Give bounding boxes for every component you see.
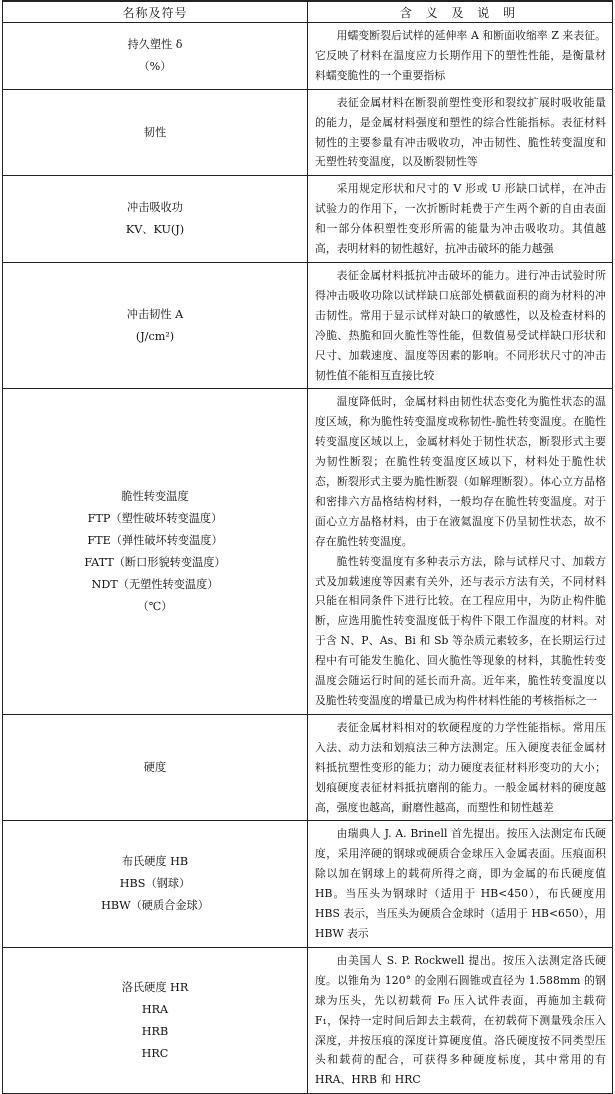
table-row (3, 176, 613, 263)
row-desc-paragraph: 由美国人 S. P. Rockwell 提出。按压入法测定洛氏硬度。以锥角为 120° 的金刚石圆锥或直径为 1.588mm 的钢球为压头，先以初载荷 F₀ 压入试件表面，再施加主载荷 F₁，保持一定时间后卸去主载荷，在初载荷下测量残余压入深度，并按压痕的深度计算硬度值。洛氏硬度按不同类型压头和载荷的配合，可获得多种硬度标度，其中常用的有 HRA、HRB 和 HRC (315, 953, 606, 1087)
table-row (3, 262, 613, 388)
header-name-col: 名称及符号 (3, 1, 308, 23)
row-desc-paragraph: 由瑞典人 J. A. Brinell 首先提出。按压入法测定布氏硬度，采用淬硬的钢球或硬质合金球压入金属表面。压痕面积除以加在钢球上的载荷所得之商，即为金属的布氏硬度值 HB。当压头为钢球时（适用于 HB<450），布氏硬度用 HBS 表示，当压头为硬质合金球时（适用于 HB<650），用 HBW 表示 (315, 827, 606, 940)
row-name-cell (3, 389, 308, 715)
row-desc-paragraph: 表征金属材料在断裂前塑性变形和裂纹扩展时吸收能量的能力，是金属材料强度和塑性的综合性能指标。表征材料韧性的主要参量有冲击吸收功，冲击韧性、脆性转变温度和无塑性转变温度，以及断裂韧性等 (315, 95, 606, 169)
table-row (3, 947, 613, 1093)
row-name-line: 硬度 (143, 760, 167, 774)
table-row (3, 389, 613, 715)
row-name-line: 洛氏硬度 HR (121, 980, 189, 994)
row-desc-cell (308, 23, 613, 90)
row-name-line: 持久塑性 δ (127, 37, 183, 51)
row-desc-cell (308, 821, 613, 947)
table-header (3, 1, 613, 23)
table-row (3, 821, 613, 947)
table-row (3, 714, 613, 821)
row-name-cell (3, 176, 308, 263)
property-table (2, 0, 613, 1094)
row-desc-paragraph: 脆性转变温度有多种表示方法，除与试样尺寸、加载方式及加载速度等因素有关外，还与表示方法有关，不同材料只能在相同条件下进行比较。在工程应用中，为防止构件脆断，应选用脆性转变温度低于构件下限工作温度的材料。对于含 N、P、As、Bi 和 Sb 等杂质元素较多，在长期运行过程中有可能发生脆化、回火脆性等现象的材料，其脆性转变温度会随运行时间的延长而升高。近年来，脆性转变温度以及脆性转变温度的增量已成为构件材料性能的考核指标之一 (315, 554, 606, 707)
row-desc-cell (308, 176, 613, 263)
table-row (3, 89, 613, 176)
row-name-cell (3, 23, 308, 90)
row-desc-cell (308, 262, 613, 388)
row-name-line: FATT（断口形貌转变温度） (84, 555, 226, 569)
row-name-cell (3, 262, 308, 388)
row-name-line: HRC (141, 1046, 169, 1060)
row-name-cell (3, 89, 308, 176)
row-name-line: 冲击韧性 A (126, 307, 184, 321)
row-name-line: FTP（塑性破坏转变温度） (87, 511, 223, 525)
row-name-line: HRB (141, 1024, 169, 1038)
table-row (3, 23, 613, 90)
row-name-line: HBW（硬质合金球） (101, 899, 209, 913)
row-name-line: 脆性转变温度 (121, 489, 189, 503)
row-desc-paragraph: 温度降低时，金属材料由韧性状态变化为脆性状态的温度区域，称为脆性转变温度或称韧性-脆性转变温度。在脆性转变温度区域以上，金属材料处于韧性状态，断裂形式主要为韧性断裂；在脆性转变温度区域以下，材料处于脆性状态，断裂形式主要为脆性断裂（如解理断裂）。体心立方晶格和密排六方晶格结构材料，一般均存在脆性转变温度。对于面心立方晶格材料，由于在液氦温度下仍呈韧性状态，故不存在脆性转变温度。 (315, 395, 606, 548)
row-name-cell (3, 821, 308, 947)
row-name-line: FTE（弹性破坏转变温度） (87, 533, 223, 547)
row-name-line: 韧性 (143, 125, 167, 139)
row-name-line: 冲击吸收功 (127, 201, 183, 215)
row-desc-cell (308, 89, 613, 176)
row-desc-cell (308, 947, 613, 1093)
row-desc-paragraph: 表征金属材料相对的软硬程度的力学性能指标。常用压入法、动力法和划痕法三种方法测定。压入硬度表征金属材料抵抗塑性变形的能力；动力硬度表征材料形变功的大小；划痕硬度表征材料抵抗磨削的能力。一般金属材料的硬度越高，强度也越高，耐磨性越高，而塑性和韧性越差 (315, 720, 606, 814)
row-desc-cell (308, 389, 613, 715)
row-name-line: (J/cm²) (135, 329, 175, 343)
row-name-cell (3, 947, 308, 1093)
row-name-line: NDT（无塑性转变温度） (91, 577, 219, 591)
row-name-line: （%） (138, 59, 172, 73)
row-name-line: HRA (141, 1002, 169, 1016)
header-desc-col: 含 义 及 说 明 (308, 1, 613, 23)
row-desc-paragraph: 采用规定形状和尺寸的 V 形或 U 形缺口试样，在冲击试验力的作用下，一次折断时耗费于产生两个新的自由表面和一部分体积塑性变形所需的能量为冲击吸收功。其值越高，表明材料的韧性越好，抗冲击破坏的能力越强 (315, 182, 606, 256)
row-desc-paragraph: 用蠕变断裂后试样的延伸率 A 和断面收缩率 Z 来表征。它反映了材料在温度应力长期作用下的塑性性能，是衡量材料蠕变脆性的一个重要指标 (315, 29, 606, 82)
row-name-line: （℃） (137, 599, 173, 613)
row-name-line: 布氏硬度 HB (121, 855, 189, 869)
row-desc-paragraph: 表征金属材料抵抗冲击破坏的能力。进行冲击试验时所得冲击吸收功除以试样缺口底部处横截面积的商为材料的冲击韧性。常用于显示试样对缺口的敏感性，以及检查材料的冷脆、热脆和回火脆性等性能，但数值易受试样缺口形状和尺寸、加载速度、温度等因素的影响。不同形状尺寸的冲击韧性值不能相互直接比较 (315, 268, 606, 382)
row-name-line: KV、KU(J) (125, 223, 185, 237)
row-name-line: HBS（钢球） (119, 877, 191, 891)
row-desc-cell (308, 714, 613, 821)
row-name-cell (3, 714, 308, 821)
